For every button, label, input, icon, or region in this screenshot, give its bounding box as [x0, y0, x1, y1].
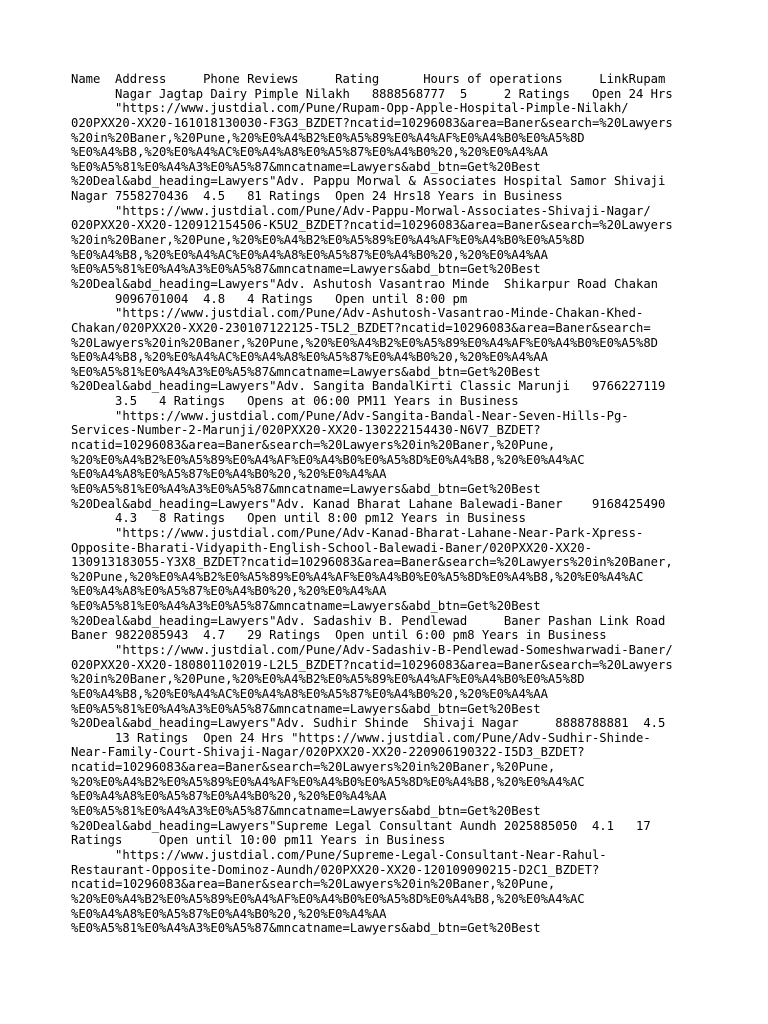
- text-line: %20Deal&abd_heading=Lawyers"Adv. Sadashiv B. Pendlewad Baner Pashan Link Road: [71, 613, 666, 628]
- text-line: Ratings Open until 10:00 pm11 Years in Business: [71, 833, 446, 848]
- text-line: Chakan/020PXX20-XX20-230107122125-T5L2_BZDET?ncatid=10296083&area=Baner&search=: [71, 320, 651, 335]
- text-line: 020PXX20-XX20-120912154506-K5U2_BZDET?ncatid=10296083&area=Baner&search=%20Lawyers: [71, 218, 673, 233]
- text-line: %20in%20Baner,%20Pune,%20%E0%A4%B2%E0%A5%89%E0%A4%AF%E0%A4%B0%E0%A5%8D: [71, 672, 585, 687]
- text-line: Restaurant-Opposite-Dominoz-Aundh/020PXX20-XX20-120109090215-D2C1_BZDET?: [71, 862, 600, 877]
- text-line: %E0%A5%81%E0%A4%A3%E0%A5%87&mncatname=Lawyers&abd_btn=Get%20Best: [71, 262, 541, 277]
- text-line: "https://www.justdial.com/Pune/Adv-Pappu-Morwal-Associates-Shivaji-Nagar/: [71, 203, 651, 218]
- text-line: %E0%A4%B8,%20%E0%A4%AC%E0%A4%A8%E0%A5%87%E0%A4%B0%20,%20%E0%A4%AA: [71, 145, 548, 160]
- text-line: "https://www.justdial.com/Pune/Rupam-Opp-Apple-Hospital-Pimple-Nilakh/: [71, 101, 629, 116]
- text-line: Services-Number-2-Marunji/020PXX20-XX20-130222154430-N6V7_BZDET?: [71, 423, 541, 438]
- text-line: Nagar 7558270436 4.5 81 Ratings Open 24 Hrs18 Years in Business: [71, 189, 563, 204]
- text-line: 4.3 8 Ratings Open until 8:00 pm12 Years in Business: [71, 511, 526, 526]
- text-line: %20Deal&abd_heading=Lawyers"Adv. Sangita BandalKirti Classic Marunji 9766227119: [71, 379, 666, 394]
- text-line: %20in%20Baner,%20Pune,%20%E0%A4%B2%E0%A5%89%E0%A4%AF%E0%A4%B0%E0%A5%8D: [71, 130, 585, 145]
- text-line: %E0%A4%B8,%20%E0%A4%AC%E0%A4%A8%E0%A5%87%E0%A4%B0%20,%20%E0%A4%AA: [71, 350, 548, 365]
- text-line: "https://www.justdial.com/Pune/Adv-Sangita-Bandal-Near-Seven-Hills-Pg-: [71, 408, 629, 423]
- text-line: Near-Family-Court-Shivaji-Nagar/020PXX20-XX20-220906190322-I5D3_BZDET?: [71, 745, 585, 760]
- text-line: 13 Ratings Open 24 Hrs "https://www.justdial.com/Pune/Adv-Sudhir-Shinde-: [71, 730, 651, 745]
- text-line: %20Deal&abd_heading=Lawyers"Adv. Ashutosh Vasantrao Minde Shikarpur Road Chakan: [71, 276, 658, 291]
- text-line: %E0%A4%A8%E0%A5%87%E0%A4%B0%20,%20%E0%A4%AA: [71, 467, 387, 482]
- text-line: %E0%A4%A8%E0%A5%87%E0%A4%B0%20,%20%E0%A4%AA: [71, 789, 387, 804]
- text-line: %E0%A4%B8,%20%E0%A4%AC%E0%A4%A8%E0%A5%87%E0%A4%B0%20,%20%E0%A4%AA: [71, 686, 548, 701]
- text-line: 130913183055-Y3X8_BZDET?ncatid=10296083&area=Baner&search=%20Lawyers%20in%20Baner,: [71, 555, 673, 570]
- text-line: "https://www.justdial.com/Pune/Supreme-Legal-Consultant-Near-Rahul-: [71, 847, 607, 862]
- text-line: ncatid=10296083&area=Baner&search=%20Lawyers%20in%20Baner,%20Pune,: [71, 438, 556, 453]
- text-line: %20Pune,%20%E0%A4%B2%E0%A5%89%E0%A4%AF%E0%A4%B0%E0%A5%8D%E0%A4%B8,%20%E0%A4%AC: [71, 569, 644, 584]
- text-line: Opposite-Bharati-Vidyapith-English-School-Balewadi-Baner/020PXX20-XX20-: [71, 540, 592, 555]
- text-line: "https://www.justdial.com/Pune/Adv-Sadashiv-B-Pendlewad-Someshwarwadi-Baner/: [71, 642, 673, 657]
- text-line: %E0%A4%B8,%20%E0%A4%AC%E0%A4%A8%E0%A5%87%E0%A4%B0%20,%20%E0%A4%AA: [71, 247, 548, 262]
- text-line: %E0%A5%81%E0%A4%A3%E0%A5%87&mncatname=Lawyers&abd_btn=Get%20Best: [71, 481, 541, 496]
- text-line: %20%E0%A4%B2%E0%A5%89%E0%A4%AF%E0%A4%B0%E0%A5%8D%E0%A4%B8,%20%E0%A4%AC: [71, 774, 585, 789]
- text-line: Name Address Phone Reviews Rating Hours of operations LinkRupam: [71, 72, 666, 86]
- text-line: ncatid=10296083&area=Baner&search=%20Lawyers%20in%20Baner,%20Pune,: [71, 877, 556, 892]
- text-line: %E0%A5%81%E0%A4%A3%E0%A5%87&mncatname=Lawyers&abd_btn=Get%20Best: [71, 159, 541, 174]
- text-line: 3.5 4 Ratings Opens at 06:00 PM11 Years in Business: [71, 394, 519, 409]
- text-line: Baner 9822085943 4.7 29 Ratings Open until 6:00 pm8 Years in Business: [71, 628, 607, 643]
- text-line: "https://www.justdial.com/Pune/Adv-Ashutosh-Vasantrao-Minde-Chakan-Khed-: [71, 306, 644, 321]
- text-line: %E0%A5%81%E0%A4%A3%E0%A5%87&mncatname=Lawyers&abd_btn=Get%20Best: [71, 701, 541, 716]
- text-line: %20%E0%A4%B2%E0%A5%89%E0%A4%AF%E0%A4%B0%E0%A5%8D%E0%A4%B8,%20%E0%A4%AC: [71, 452, 585, 467]
- text-line: %E0%A5%81%E0%A4%A3%E0%A5%87&mncatname=Lawyers&abd_btn=Get%20Best: [71, 364, 541, 379]
- text-line: 020PXX20-XX20-180801102019-L2L5_BZDET?ncatid=10296083&area=Baner&search=%20Lawyers: [71, 657, 673, 672]
- document-page: [71, 72, 696, 936]
- text-line: ncatid=10296083&area=Baner&search=%20Lawyers%20in%20Baner,%20Pune,: [71, 760, 556, 775]
- text-line: %20in%20Baner,%20Pune,%20%E0%A4%B2%E0%A5%89%E0%A4%AF%E0%A4%B0%E0%A5%8D: [71, 233, 585, 248]
- text-line: %E0%A5%81%E0%A4%A3%E0%A5%87&mncatname=Lawyers&abd_btn=Get%20Best: [71, 599, 541, 614]
- text-line: %20Deal&abd_heading=Lawyers"Adv. Kanad Bharat Lahane Balewadi-Baner 9168425490: [71, 496, 666, 511]
- text-line: 9096701004 4.8 4 Ratings Open until 8:00 pm: [71, 291, 468, 306]
- text-line: %20%E0%A4%B2%E0%A5%89%E0%A4%AF%E0%A4%B0%E0%A5%8D%E0%A4%B8,%20%E0%A4%AC: [71, 891, 585, 906]
- text-line: %20Deal&abd_heading=Lawyers"Supreme Legal Consultant Aundh 2025885050 4.1 17: [71, 818, 651, 833]
- text-line: %20Lawyers%20in%20Baner,%20Pune,%20%E0%A4%B2%E0%A5%89%E0%A4%AF%E0%A4%B0%E0%A5%8D: [71, 335, 658, 350]
- text-line: %E0%A4%A8%E0%A5%87%E0%A4%B0%20,%20%E0%A4%AA: [71, 584, 387, 599]
- text-line: Nagar Jagtap Dairy Pimple Nilakh 8888568777 5 2 Ratings Open 24 Hrs: [71, 86, 673, 101]
- text-line: "https://www.justdial.com/Pune/Adv-Kanad-Bharat-Lahane-Near-Park-Xpress-: [71, 525, 644, 540]
- text-line: %E0%A5%81%E0%A4%A3%E0%A5%87&mncatname=Lawyers&abd_btn=Get%20Best: [71, 804, 541, 819]
- text-line: %E0%A4%A8%E0%A5%87%E0%A4%B0%20,%20%E0%A4%AA: [71, 906, 387, 921]
- text-line: 020PXX20-XX20-161018130030-F3G3_BZDET?ncatid=10296083&area=Baner&search=%20Lawyers: [71, 115, 673, 130]
- text-line: %E0%A5%81%E0%A4%A3%E0%A5%87&mncatname=Lawyers&abd_btn=Get%20Best: [71, 921, 541, 936]
- text-line: %20Deal&abd_heading=Lawyers"Adv. Pappu Morwal & Associates Hospital Samor Shivaji: [71, 174, 666, 189]
- text-line: %20Deal&abd_heading=Lawyers"Adv. Sudhir Shinde Shivaji Nagar 8888788881 4.5: [71, 716, 666, 731]
